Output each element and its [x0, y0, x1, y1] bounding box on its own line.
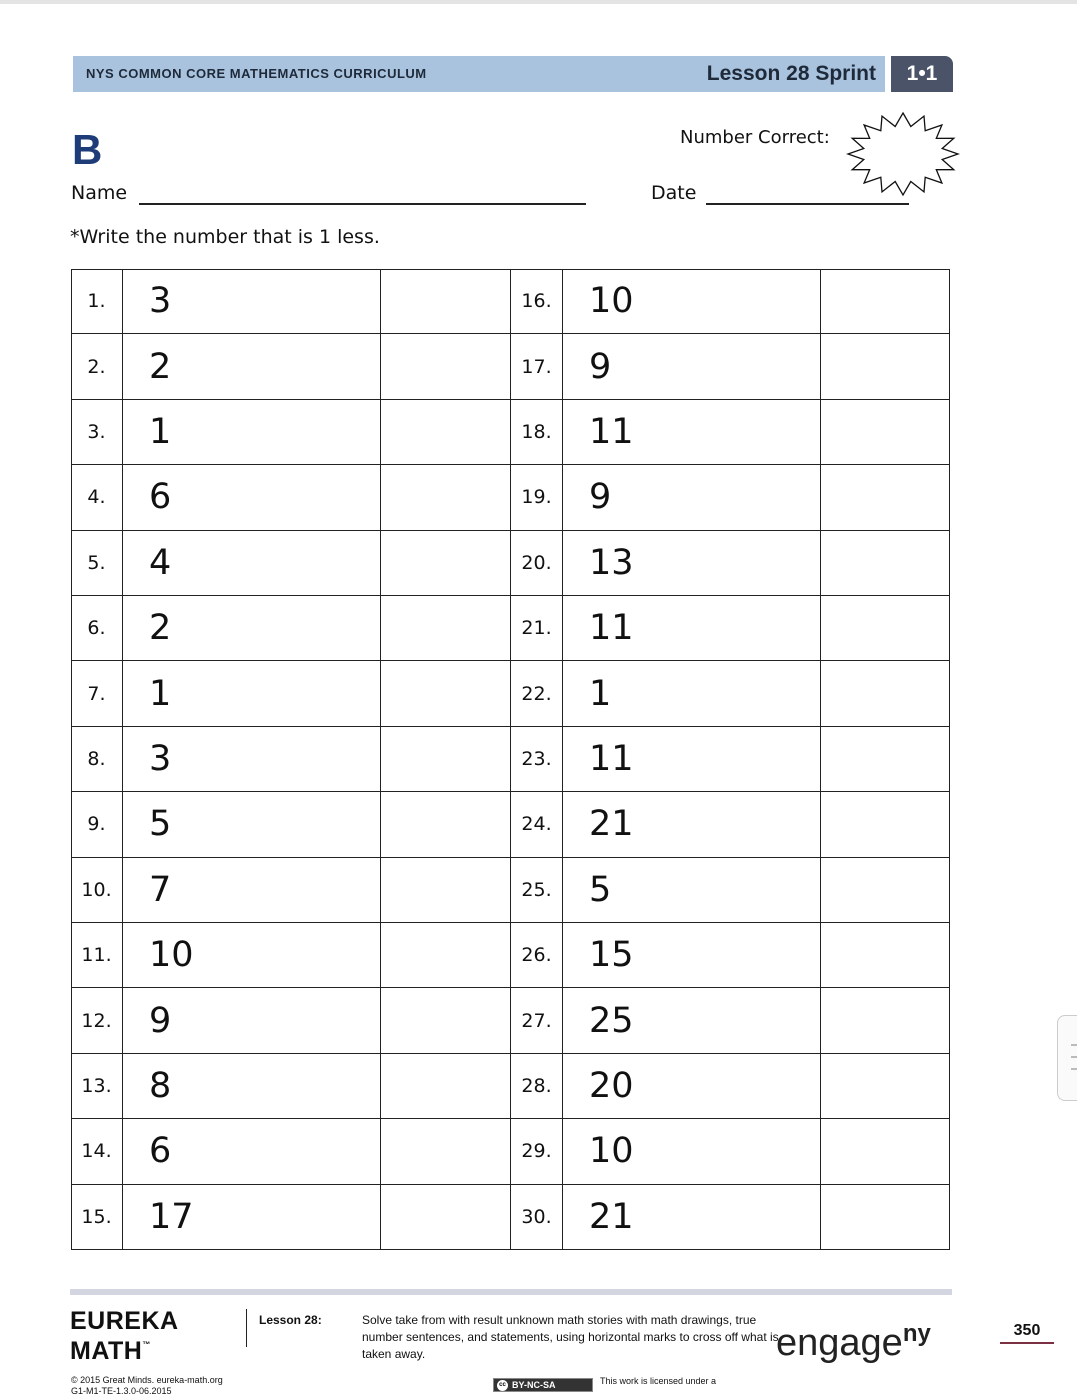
answer-cell[interactable] [381, 1185, 511, 1250]
license-text: This work is licensed under a [600, 1376, 717, 1386]
name-label: Name [71, 182, 128, 204]
problem-number: 21. [511, 596, 563, 661]
module-badge: 1•1 [891, 56, 953, 92]
tab-line [1071, 1056, 1077, 1058]
answer-cell[interactable] [821, 269, 950, 334]
problem-number: 24. [511, 792, 563, 857]
problem-number: 14. [71, 1119, 123, 1184]
answer-cell[interactable] [381, 988, 511, 1053]
answer-cell[interactable] [821, 531, 950, 596]
problem-value: 3 [123, 269, 381, 334]
problem-value: 2 [123, 334, 381, 399]
problem-number: 29. [511, 1119, 563, 1184]
engage-text: engage [776, 1322, 903, 1364]
problem-value: 2 [123, 596, 381, 661]
problem-value: 11 [563, 727, 821, 792]
answer-cell[interactable] [381, 465, 511, 530]
problem-number: 6. [71, 596, 123, 661]
footer-divider [246, 1309, 247, 1347]
footer-lesson-label: Lesson 28: [259, 1313, 322, 1327]
number-correct-label: Number Correct: [680, 127, 830, 148]
problem-number: 4. [71, 465, 123, 530]
copyright-line-2: G1-M1-TE-1.3.0-06.2015 [71, 1386, 172, 1396]
version-letter: B [72, 126, 103, 173]
logo-line-1: EUREKA [70, 1307, 179, 1335]
footer-lesson-description: Solve take from with result unknown math stories with math drawings, true number sentences, and statements, using horizontal marks to cross off what is taken away. [362, 1313, 779, 1361]
problem-value: 13 [563, 531, 821, 596]
problem-number: 26. [511, 923, 563, 988]
problem-value: 10 [123, 923, 381, 988]
answer-cell[interactable] [821, 792, 950, 857]
tab-line [1071, 1068, 1077, 1070]
problem-value: 11 [563, 400, 821, 465]
problem-value: 5 [563, 858, 821, 923]
problem-value: 11 [563, 596, 821, 661]
problem-number: 27. [511, 988, 563, 1053]
problem-number: 8. [71, 727, 123, 792]
problem-number: 18. [511, 400, 563, 465]
cc-license-badge [493, 1378, 593, 1392]
problem-number: 1. [71, 269, 123, 334]
problem-value: 8 [123, 1054, 381, 1119]
problem-number: 15. [71, 1185, 123, 1250]
problem-value: 21 [563, 1185, 821, 1250]
copyright-line-1: © 2015 Great Minds. eureka-math.org [71, 1375, 223, 1385]
problem-value: 5 [123, 792, 381, 857]
answer-cell[interactable] [381, 661, 511, 726]
curriculum-title: NYS COMMON CORE MATHEMATICS CURRICULUM [86, 66, 427, 81]
problem-value: 1 [563, 661, 821, 726]
problem-number: 30. [511, 1185, 563, 1250]
answer-cell[interactable] [821, 1054, 950, 1119]
instruction-text: *Write the number that is 1 less. [70, 226, 380, 248]
problem-number: 11. [71, 923, 123, 988]
top-edge-strip [0, 0, 1077, 4]
page-number: 350 [1000, 1322, 1054, 1344]
answer-cell[interactable] [381, 531, 511, 596]
cc-icon: cc [497, 1380, 508, 1391]
answer-cell[interactable] [381, 792, 511, 857]
problem-number: 17. [511, 334, 563, 399]
problem-value: 25 [563, 988, 821, 1053]
problem-value: 4 [123, 531, 381, 596]
problem-number: 28. [511, 1054, 563, 1119]
problem-value: 9 [123, 988, 381, 1053]
answer-cell[interactable] [381, 334, 511, 399]
footer-rule [70, 1289, 952, 1295]
problem-number: 16. [511, 269, 563, 334]
problem-number: 20. [511, 531, 563, 596]
problem-value: 6 [123, 465, 381, 530]
copyright [71, 1375, 223, 1397]
problem-value: 20 [563, 1054, 821, 1119]
answer-cell[interactable] [381, 596, 511, 661]
answer-cell[interactable] [821, 923, 950, 988]
starburst-score-icon [846, 111, 960, 197]
problem-value: 9 [563, 465, 821, 530]
sprint-table [71, 269, 950, 1250]
answer-cell[interactable] [821, 465, 950, 530]
problem-number: 22. [511, 661, 563, 726]
problem-number: 13. [71, 1054, 123, 1119]
problem-value: 10 [563, 269, 821, 334]
problem-number: 3. [71, 400, 123, 465]
problem-number: 9. [71, 792, 123, 857]
name-field[interactable] [139, 203, 586, 205]
answer-cell[interactable] [821, 596, 950, 661]
eureka-math-logo: EUREKA MATH™ [70, 1307, 179, 1365]
answer-cell[interactable] [821, 1185, 950, 1250]
answer-cell[interactable] [821, 727, 950, 792]
tab-line [1071, 1044, 1077, 1046]
problem-number: 25. [511, 858, 563, 923]
problem-value: 9 [563, 334, 821, 399]
problem-value: 21 [563, 792, 821, 857]
answer-cell[interactable] [821, 661, 950, 726]
date-field[interactable] [706, 203, 909, 205]
problem-value: 1 [123, 400, 381, 465]
lesson-title: Lesson 28 Sprint [706, 62, 876, 85]
cc-badge-text: BY-NC-SA [512, 1380, 556, 1390]
problem-value: 3 [123, 727, 381, 792]
engage-sup: ny [902, 1320, 931, 1347]
answer-cell[interactable] [381, 400, 511, 465]
answer-cell[interactable] [821, 400, 950, 465]
answer-cell[interactable] [381, 858, 511, 923]
answer-cell[interactable] [821, 988, 950, 1053]
problem-value: 17 [123, 1185, 381, 1250]
problem-number: 2. [71, 334, 123, 399]
problem-value: 1 [123, 661, 381, 726]
problem-number: 5. [71, 531, 123, 596]
problem-number: 10. [71, 858, 123, 923]
answer-cell[interactable] [381, 269, 511, 334]
engageny-logo [776, 1312, 931, 1365]
answer-cell[interactable] [381, 923, 511, 988]
side-scroll-tab[interactable] [1057, 1015, 1077, 1101]
answer-cell[interactable] [381, 727, 511, 792]
problem-number: 12. [71, 988, 123, 1053]
problem-number: 7. [71, 661, 123, 726]
problem-value: 10 [563, 1119, 821, 1184]
problem-number: 19. [511, 465, 563, 530]
problem-value: 6 [123, 1119, 381, 1184]
date-label: Date [651, 182, 697, 204]
answer-cell[interactable] [821, 1119, 950, 1184]
answer-cell[interactable] [381, 1054, 511, 1119]
answer-cell[interactable] [821, 334, 950, 399]
problem-number: 23. [511, 727, 563, 792]
problem-value: 15 [563, 923, 821, 988]
logo-line-2: MATH [70, 1337, 143, 1365]
problem-value: 7 [123, 858, 381, 923]
answer-cell[interactable] [821, 858, 950, 923]
answer-cell[interactable] [381, 1119, 511, 1184]
